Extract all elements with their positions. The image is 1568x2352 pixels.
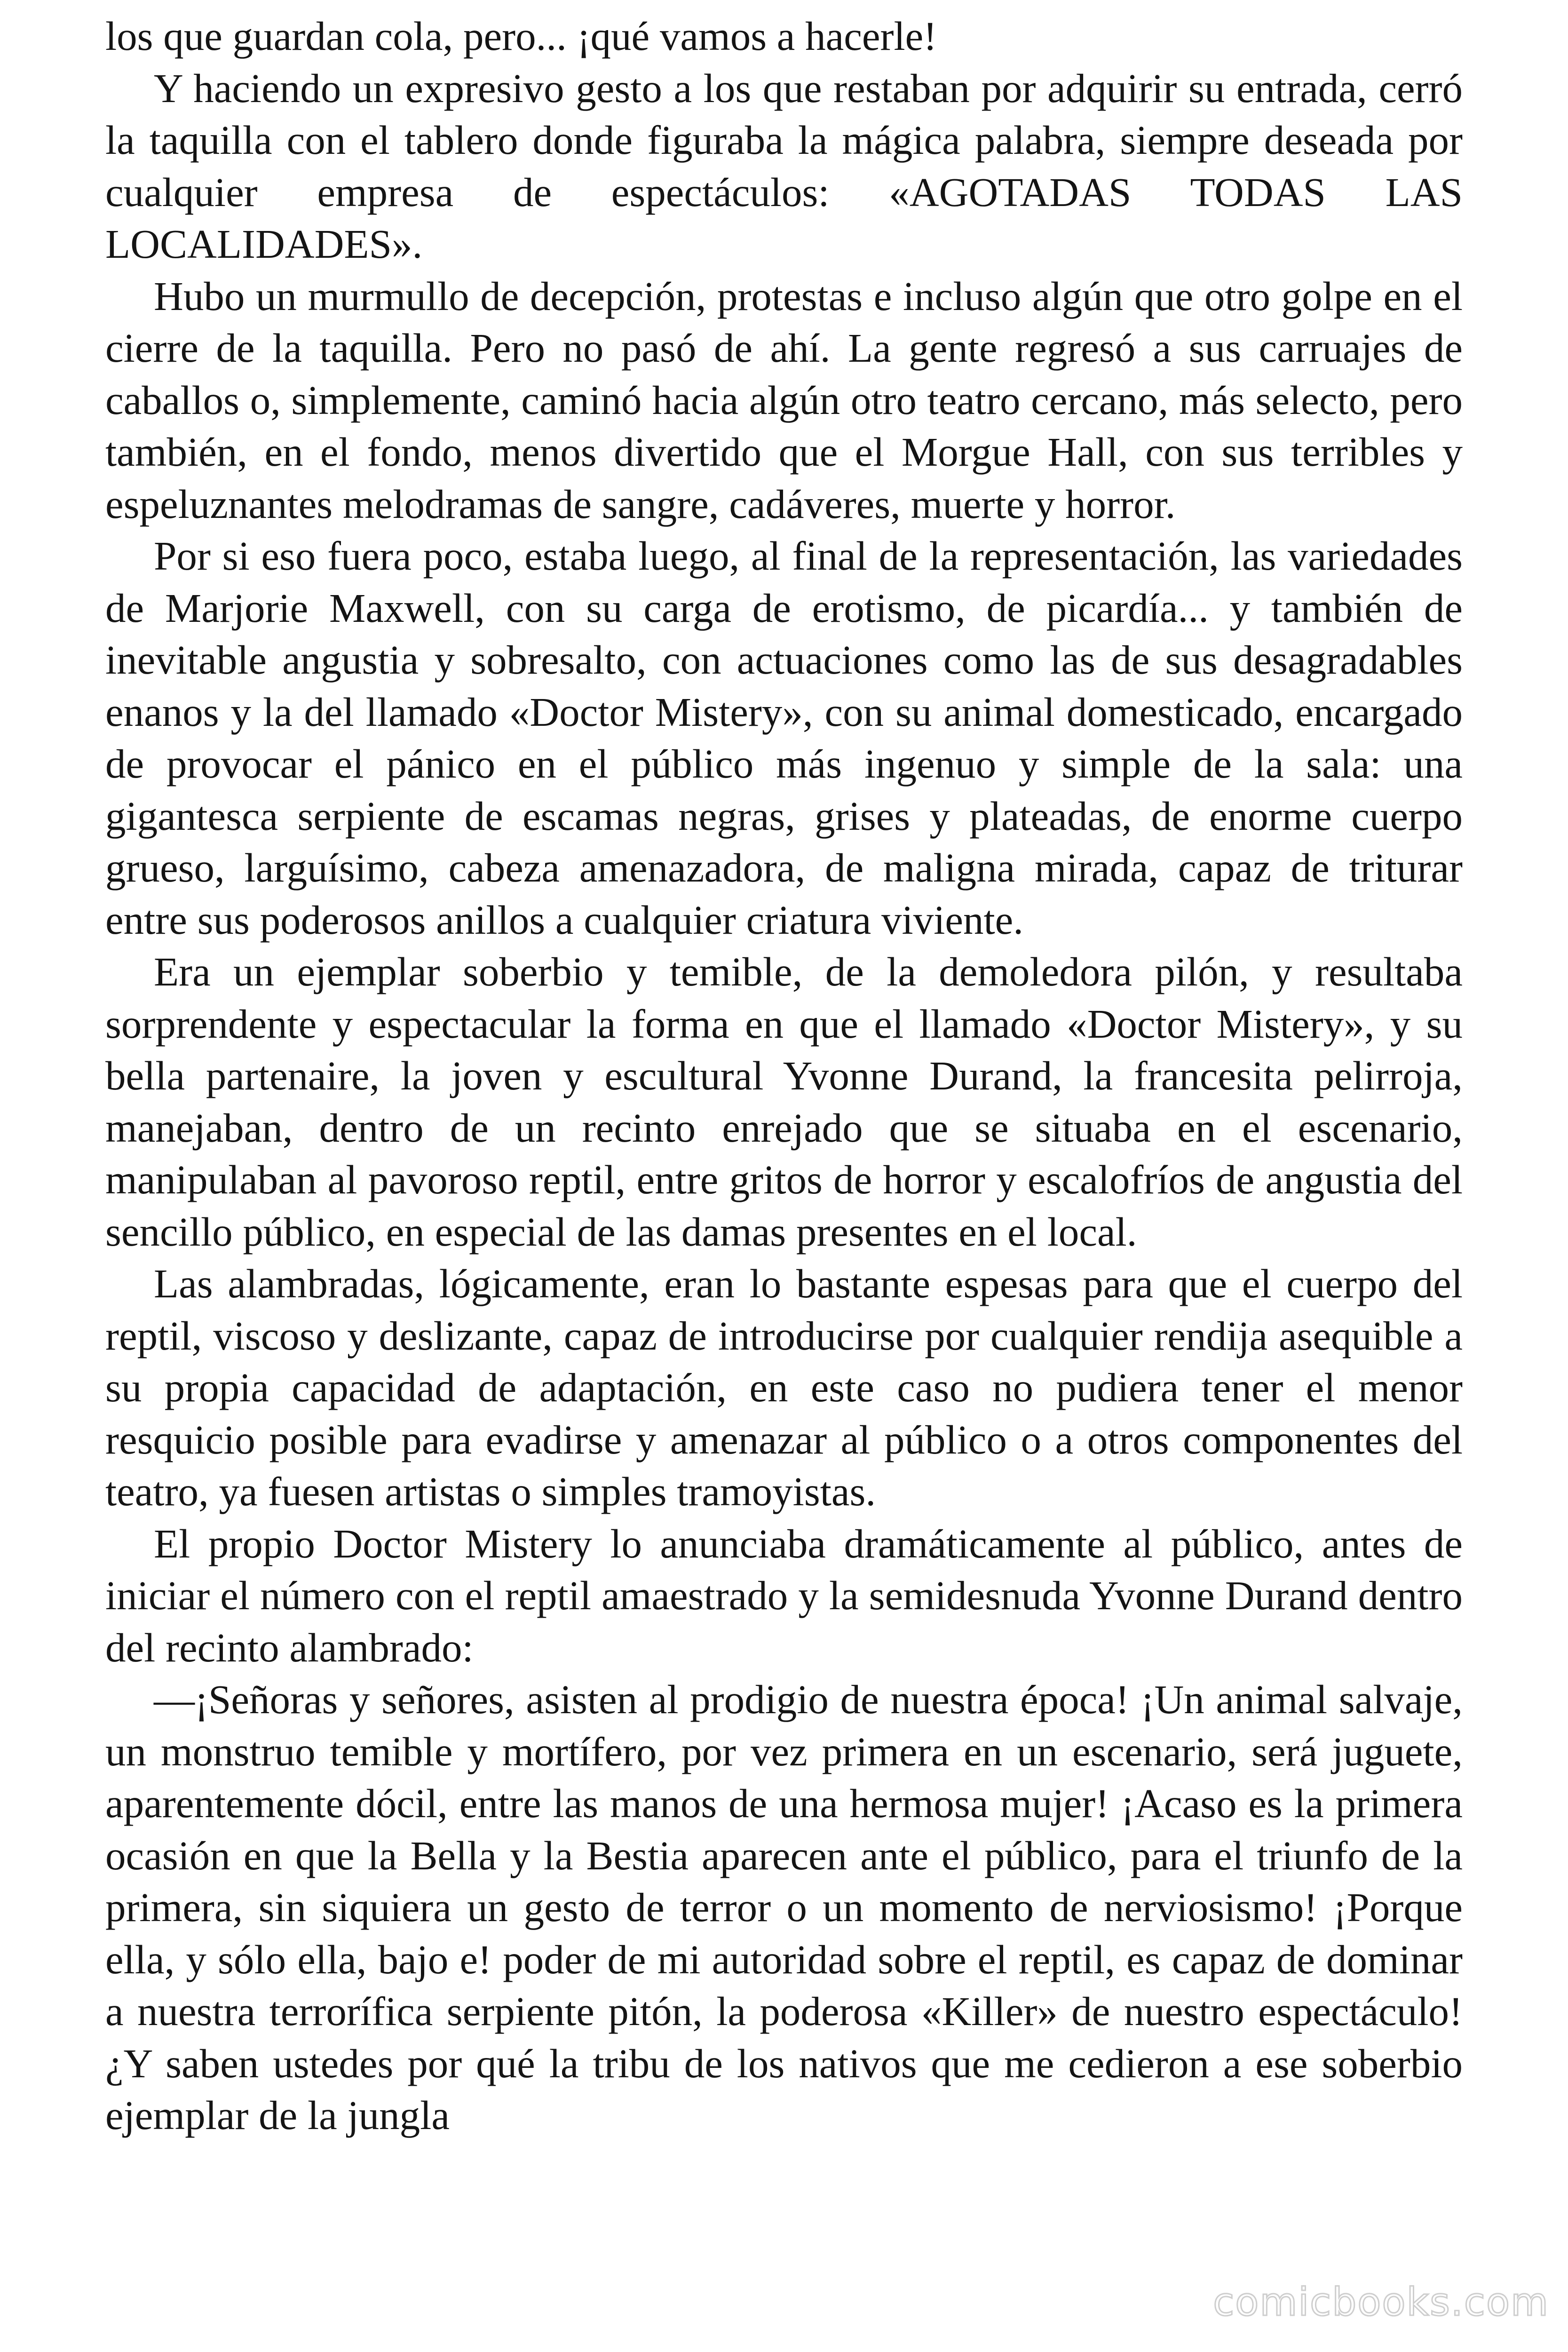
paragraph-6: Las alambradas, lógicamente, eran lo bastante espesas para que el cuerpo del reptil, viscoso y deslizante, capaz de introducirse por cualquier rendija asequible a su propia capacidad de adaptación, en este caso no pudiera tener el menor resquicio posible para evadirse y amenazar al público o a otros componentes del teatro, ya fuesen artistas o simples tramoyistas. [105, 1261, 1463, 1514]
paragraph-7: El propio Doctor Mistery lo anunciaba dramáticamente al público, antes de iniciar el número con el reptil amaestrado y la semidesnuda Yvonne Durand dentro del recinto alambrado: [105, 1520, 1463, 1670]
site-watermark: comicbooks.com [1213, 2280, 1549, 2325]
paragraph-5: Era un ejemplar soberbio y temible, de la demoledora pilón, y resultaba sorprendente y espectacular la forma en que el llamado «Doctor Mistery», y su bella partenaire, la joven y escultural Yvonne Durand, la francesita pelirroja, manejaban, dentro de un recinto enrejado que se situaba en el escenario, manipulaban al pavoroso reptil, entre gritos de horror y escalofríos de angustia del sencillo público, en especial de las damas presentes en el local. [105, 949, 1463, 1255]
paragraph-8: —¡Señoras y señores, asisten al prodigio de nuestra época! ¡Un animal salvaje, un monstruo temible y mortífero, por vez primera en un escenario, será juguete, aparentemente dócil, entre las manos de una hermosa mujer! ¡Acaso es la primera ocasión en que la Bella y la Bestia aparecen ante el público, para el triunfo de la primera, sin siquiera un gesto de terror o un momento de nerviosismo! ¡Porque ella, y sólo ella, bajo e! poder de mi autoridad sobre el reptil, es capaz de dominar a nuestra terrorífica serpiente pitón, la poderosa «Killer» de nuestro espectáculo! ¿Y saben ustedes por qué la tribu de los nativos que me cedieron a ese soberbio ejemplar de la jungla [105, 1677, 1463, 2138]
paragraph-1: los que guardan cola, pero... ¡qué vamos a hacerle! [105, 13, 937, 59]
paragraph-3: Hubo un murmullo de decepción, protestas e incluso algún que otro golpe en el cierre de la taquilla. Pero no pasó de ahí. La gente regresó a sus carruajes de caballos o, simplemente, caminó hacia algún otro teatro cercano, más selecto, pero también, en el fondo, menos divertido que el Morgue Hall, con sus terribles y espeluznantes melodramas de sangre, cadáveres, muerte y horror. [105, 273, 1463, 527]
paragraph-4: Por si eso fuera poco, estaba luego, al final de la representación, las variedades de Marjorie Maxwell, con su carga de erotismo, de picardía... y también de inevitable angustia y sobresalto, con actuaciones como las de sus desagradables enanos y la del llamado «Doctor Mistery», con su animal domesticado, encargado de provocar el pánico en el público más ingenuo y simple de la sala: una gigantesca serpiente de escamas negras, grises y plateadas, de enorme cuerpo grueso, larguísimo, cabeza amenazadora, de maligna mirada, capaz de triturar entre sus poderosos anillos a cualquier criatura viviente. [105, 533, 1463, 943]
book-page-text [105, 10, 1463, 2315]
paragraph-2: Y haciendo un expresivo gesto a los que restaban por adquirir su entrada, cerró la taquilla con el tablero donde figuraba la mágica palabra, siempre deseada por cualquier empresa de espectáculos: «AGOTADAS TODAS LAS LOCALIDADES». [105, 65, 1463, 267]
